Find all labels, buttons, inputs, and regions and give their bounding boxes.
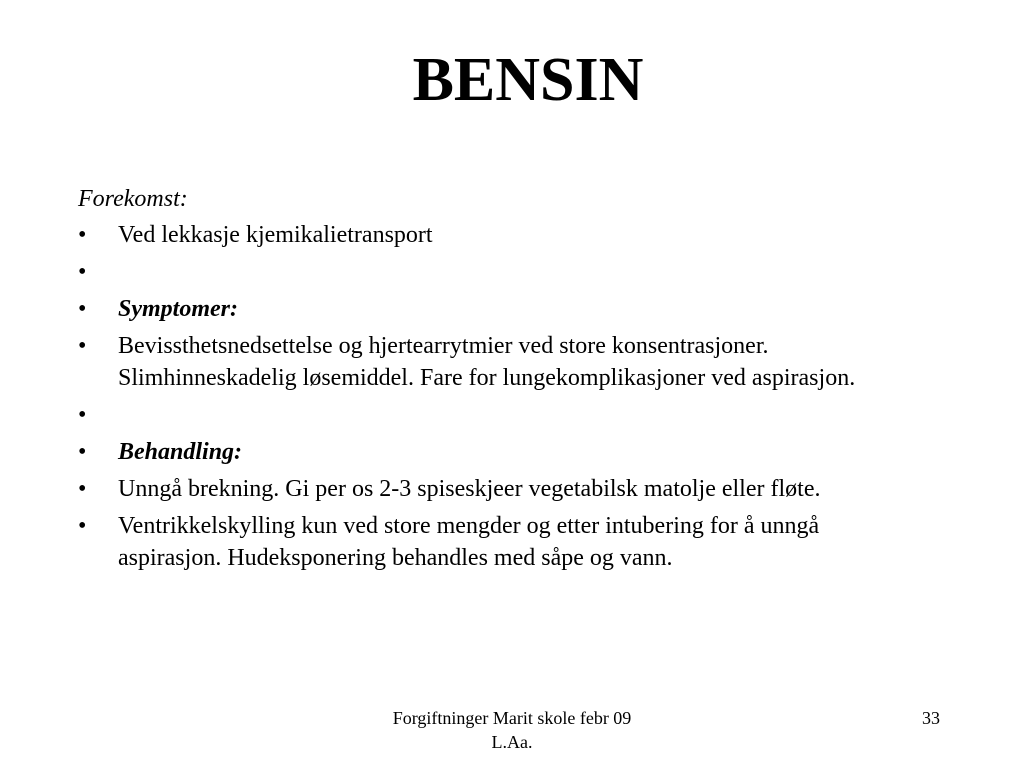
bullet-text: Ved lekkasje kjemikalietransport [118,222,433,248]
bullet-list [78,219,918,574]
slide-footer [344,706,680,754]
bullet-marker: • [78,222,87,248]
footer-line-1: Forgiftninger Marit skole febr 09 [392,708,632,728]
bullet-heading-symptomer: Symptomer: [118,296,238,322]
bullet-marker: • [78,439,87,465]
bullet-marker: • [78,259,87,285]
bullet-marker: • [78,513,87,539]
section-heading-forekomst: Forekomst: [78,186,188,212]
slide-title: BENSIN [412,46,644,114]
bullet-text: Bevissthetsnedsettelse og hjertearrytmier ved store konsentrasjoner. Slimhinneskadelig løsemiddel. Fare for lungekomplikasjoner ved aspirasjon. [118,333,856,391]
bullet-item [78,330,918,394]
bullet-heading-behandling: Behandling: [118,439,243,465]
page-number: 33 [922,708,940,728]
footer-line-2: L.Aa. [491,732,533,752]
bullet-item [78,510,918,574]
bullet-marker: • [78,476,87,502]
bullet-item [78,473,918,505]
bullet-item [78,219,918,251]
bullet-marker: • [78,402,87,428]
bullet-item-empty [78,256,918,288]
bullet-item-behandling [78,436,918,468]
bullet-item-empty [78,399,918,431]
bullet-marker: • [78,296,87,322]
bullet-item-symptomer [78,293,918,325]
bullet-text: Ventrikkelskylling kun ved store mengder og etter intubering for å unngå aspirasjon. Hudeksponering behandles med såpe og vann. [118,513,820,571]
slide-content [78,183,918,579]
bullet-text: Unngå brekning. Gi per os 2-3 spiseskjeer vegetabilsk matolje eller fløte. [118,476,821,502]
bullet-marker: • [78,333,87,359]
